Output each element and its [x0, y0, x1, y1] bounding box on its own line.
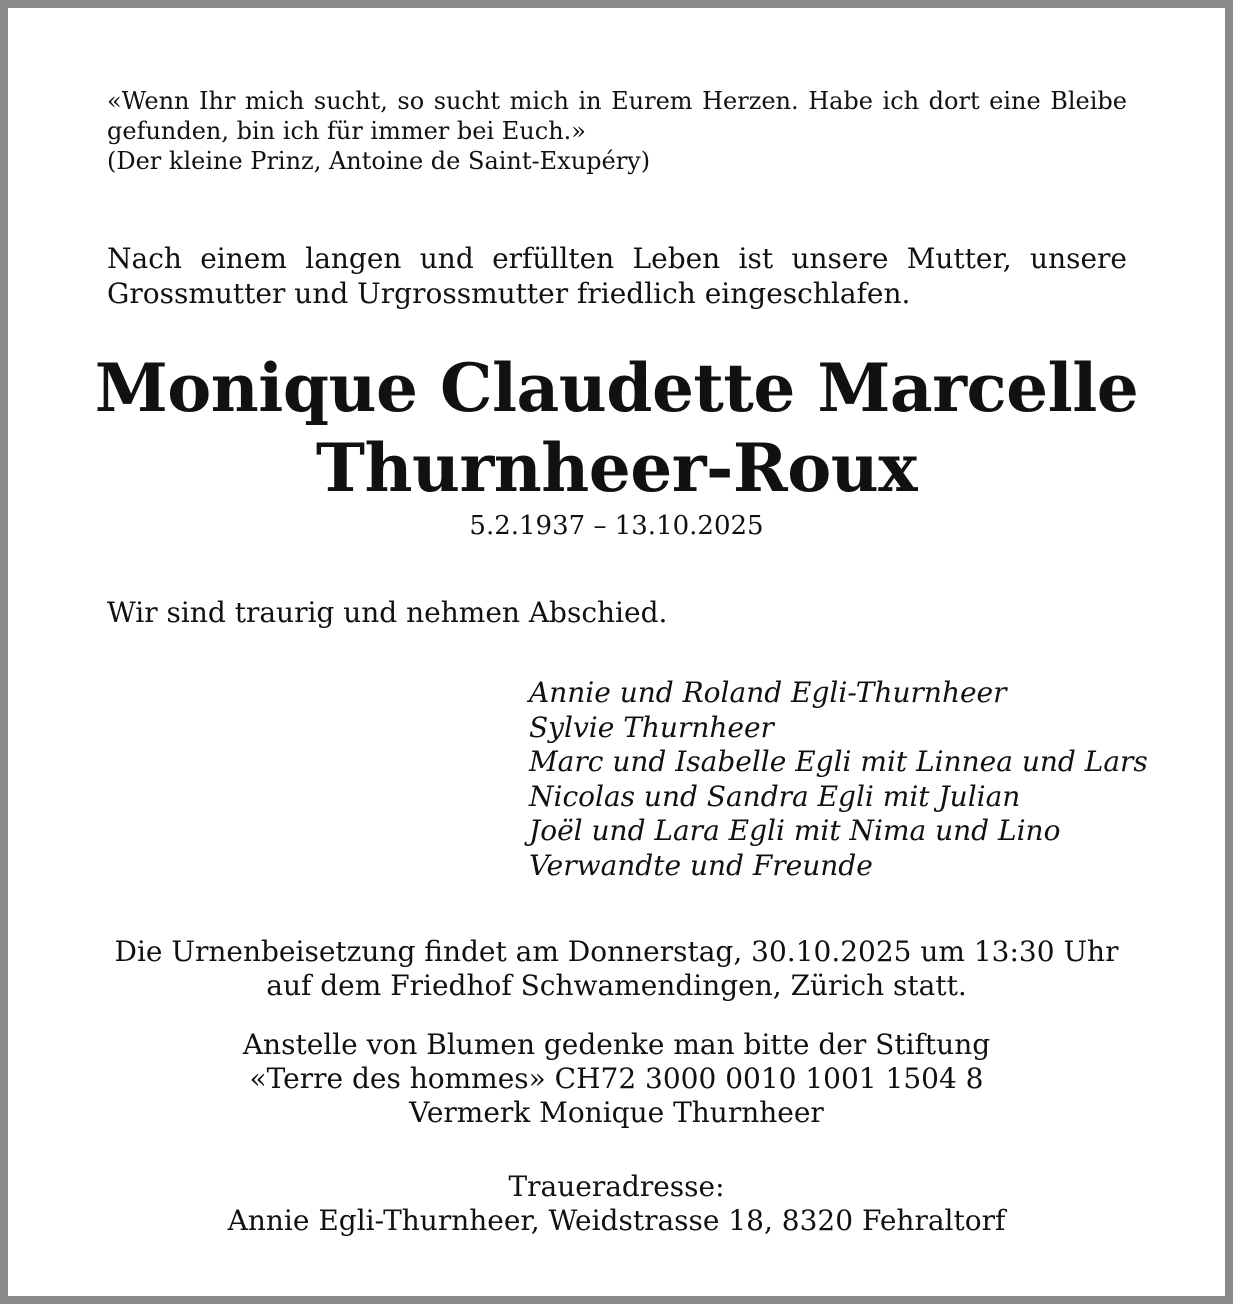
ceremony-line-1: Die Urnenbeisetzung findet am Donnerstag, 30.10.2025 um 13:30 Uhr — [114, 935, 1119, 968]
deceased-name — [8, 348, 1225, 508]
address-label: Traueradresse: — [508, 1170, 725, 1203]
name-line-2: Thurnheer-Roux — [315, 429, 918, 507]
quote-attribution: (Der kleine Prinz, Antoine de Saint-Exupéry) — [107, 147, 651, 175]
mourner-item: Sylvie Thurnheer — [529, 710, 774, 744]
obituary-page — [8, 8, 1225, 1296]
mourner-item: Marc und Isabelle Egli mit Linnea und Lars — [529, 745, 1148, 778]
name-line-1: Monique Claudette Marcelle — [94, 349, 1139, 427]
mourner-item: Nicolas und Sandra Egli mit Julian — [529, 779, 1021, 813]
quote-text: «Wenn Ihr mich sucht, so sucht mich in Eurem Herzen. Habe ich dort eine Bleibe gefunden, bin ich für immer bei Euch.» — [107, 87, 1127, 145]
donation-line-2: «Terre des hommes» CH72 3000 0010 1001 1504 8 — [249, 1062, 984, 1095]
mourner-item: Annie und Roland Egli-Thurnheer — [529, 676, 1007, 709]
ceremony-line-2: auf dem Friedhof Schwamendingen, Zürich statt. — [266, 969, 967, 1002]
mourner-item: Verwandte und Freunde — [529, 848, 873, 882]
mourning-address — [8, 1170, 1225, 1238]
donation-line-3: Vermerk Monique Thurnheer — [409, 1096, 824, 1129]
life-dates: 5.2.1937 – 13.10.2025 — [469, 511, 764, 541]
mourner-item: Joël und Lara Egli mit Nima und Lino — [529, 814, 1061, 847]
mourners-list — [529, 676, 1148, 883]
ceremony-info — [8, 935, 1225, 1003]
address-value: Annie Egli-Thurnheer, Weidstrasse 18, 8320 Fehraltorf — [227, 1204, 1006, 1237]
intro-text: Nach einem langen und erfüllten Leben ist unsere Mutter, unsere Grossmutter und Urgrossmutter friedlich eingeschlafen. — [107, 242, 1127, 310]
farewell-text: Wir sind traurig und nehmen Abschied. — [107, 596, 668, 629]
donation-info — [8, 1028, 1225, 1130]
donation-line-1: Anstelle von Blumen gedenke man bitte der Stiftung — [242, 1028, 991, 1061]
quote-block — [107, 86, 1127, 176]
